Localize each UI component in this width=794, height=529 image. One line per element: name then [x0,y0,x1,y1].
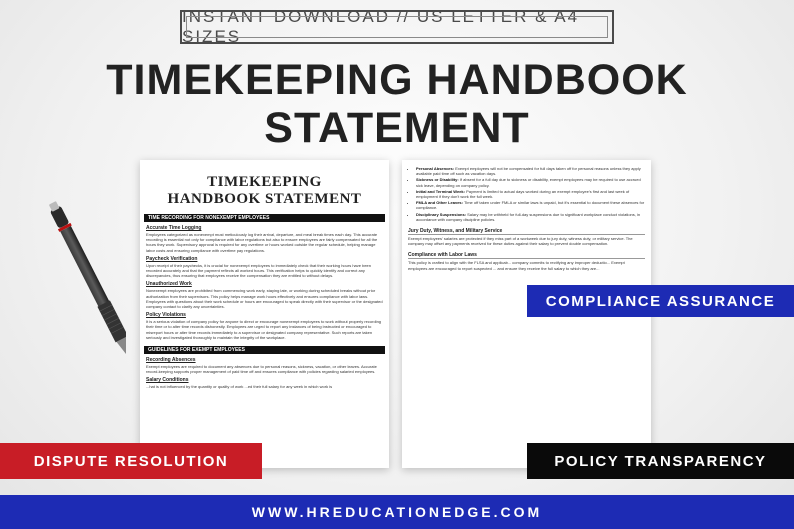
subheading: Policy Violations [146,312,186,319]
paragraph: Exempt employees' salaries are protected if they miss part of a workweek due to jury duty, witness duty, or military service. The company may offset any payments received for these duties against their salary to prevent double compensation. [408,236,633,247]
banner-text: INSTANT DOWNLOAD // US LETTER & A4 SIZES [182,7,580,46]
list-item: • Initial and Terminal Week: Payment is limited to actual days worked during an exempt employee's first and last week of employment if they don't work the full week. [416,189,645,199]
doc-title-line1: TIMEKEEPING [207,174,322,190]
list-item: • Disciplinary Suspensions: Salary may be withheld for full-day suspensions due to significant workplace conduct violations, in accordance with company discipline policies. [416,212,645,222]
paragraph: Employees categorized as nonexempt must meticulously log their arrival, departure, and meal break times each day. This accurate recording is essential not only for compliance with labor regulations but also to ensure employees are fairly compensated for all the hours they work. Supervisory approval is required for any overtime or hours worked outside the regular schedule, helping manage labor costs and ensuring compliance with overtime pay regulations. [146,232,378,253]
subheading: Salary Conditions [146,377,189,384]
paragraph: Nonexempt employees are prohibited from commencing work early, staying late, or working during scheduled breaks without prior authorization from their supervisors. This policy helps manage work hours effectively and ensures compliance with labor laws. Employees with questions about their work schedule or hours are encouraged to speak directly with their supervisor or the designated company contact to clarify any uncertainties. [146,288,383,310]
paragraph: It is a serious violation of company policy for anyone to direct or encourage nonexempt employees to work without properly recording their time or to alter time records dishonestly. Employees are urged to report any instances of being instructed or encouraged to misreport hours or alter time records immediately to a supervisor or designated company representative. Such reports are taken seriously and investigated thoroughly to maintain the integrity of the workplace. [146,319,382,340]
paragraph: ...hat is not influenced by the quantity or quality of work ...ed their full salary for any week in which work is [146,384,333,390]
paragraph: This policy is crafted to align with the FLSA and applicab... company commits to rectifying any improper deductio... Exempt employees are encouraged to report suspected ... and ensure they receive the full salary to which they are... [408,260,625,271]
policy-transparency-label: POLICY TRANSPARENCY [527,443,794,479]
list-item: • FMLA and Other Leaves: Time off taken under FMLA or similar laws is unpaid, but it's essential to document these absences for compliance. [416,200,645,210]
subheading: Unauthorized Work [146,281,192,288]
compliance-assurance-label: COMPLIANCE ASSURANCE [527,285,794,317]
subheading: Accurate Time Logging [146,225,202,231]
website-url[interactable]: WWW.HREDUCATIONEDGE.COM [251,504,543,520]
subheading: Paycheck Verification [146,255,198,262]
list-item: • Sickness or Disability: If absent for a full day due to sickness or disability, exempt employees may be required to use accrued sick leave, depending on company policy. [416,177,645,187]
doc-title-line2: HANDBOOK STATEMENT [167,191,362,207]
paragraph: Upon receipt of their paychecks, it is crucial for nonexempt employees to immediately check that their working hours have been recorded accurately and that the payment reflects all worked hours. This verification helps to quickly identify and correct any discrepancies, thus ensuring that employees receive the compensation they are entitled to without delays. [146,262,371,279]
section-header: TIME RECORDING FOR NONEXEMPT EMPLOYEES [144,214,385,222]
subheading: Recording Absences [146,357,196,364]
left-document-page [140,160,389,468]
subheading: Jury Duty, Witness, and Military Service [408,228,645,235]
top-banner [180,7,614,46]
main-title-line1: TIMEKEEPING HANDBOOK [106,56,688,104]
main-title-line2: STATEMENT [264,104,530,152]
absence-list [416,166,645,222]
mechanical-pencil-icon [36,200,126,410]
subheading: Compliance with Labor Laws [408,252,645,259]
paragraph: Exempt employees are required to document any absences due to personal reasons, sickness, vacation, or other leaves. Accurate record-keeping supports proper management of paid time off and ensures compliance with policies regarding salaried employees. [146,364,377,375]
footer-website[interactable] [0,495,794,529]
list-item: • Personal Absences: Exempt employees will not be compensated for full days taken off for personal reasons unless they apply available paid time off such as vacation days. [416,166,645,176]
dispute-resolution-label: DISPUTE RESOLUTION [0,443,262,479]
section-header: GUIDELINES FOR EXEMPT EMPLOYEES [144,346,385,354]
